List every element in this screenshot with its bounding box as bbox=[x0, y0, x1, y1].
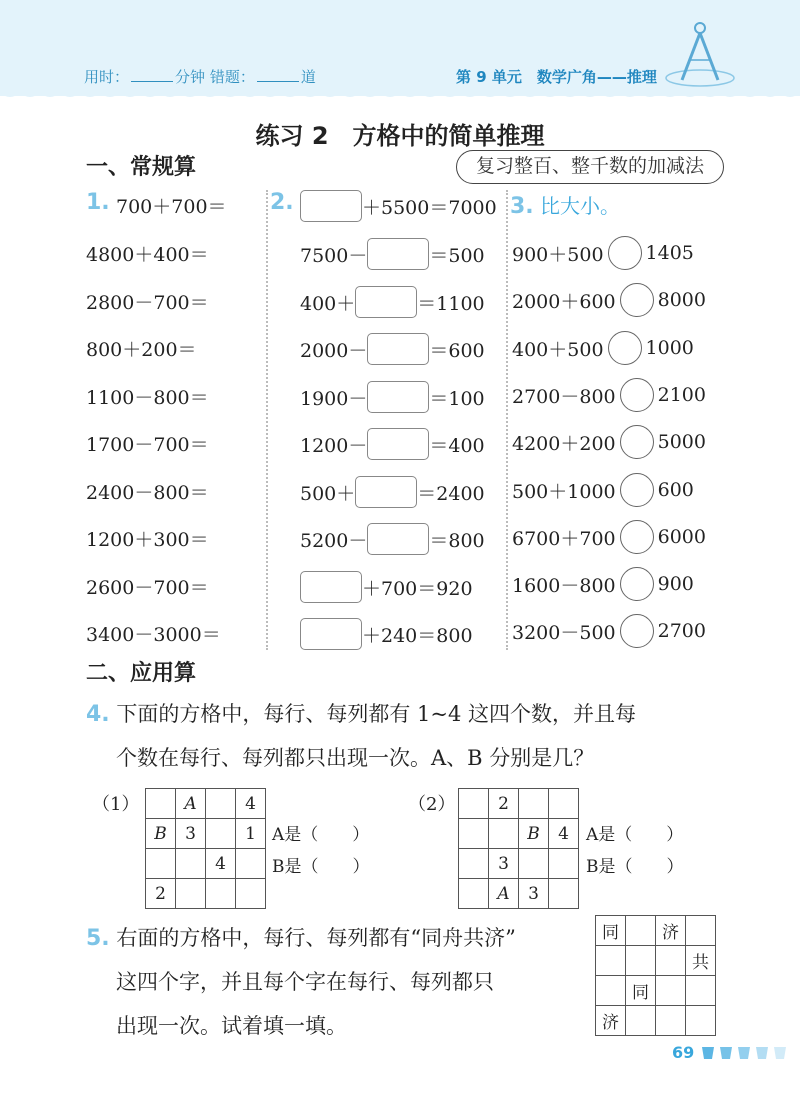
compare-circle[interactable] bbox=[620, 520, 654, 554]
question-2-item bbox=[300, 428, 485, 460]
compare-right: 1000 bbox=[645, 337, 694, 359]
review-tag: 复习整百、整千数的加减法 bbox=[456, 150, 724, 184]
grid-cell[interactable] bbox=[519, 789, 549, 819]
grid-cell: B bbox=[146, 819, 176, 849]
question-4-part-1-label: （1） bbox=[92, 794, 140, 815]
question-4-part-1-grid bbox=[145, 788, 266, 909]
errors-blank[interactable] bbox=[257, 81, 299, 82]
equation-left: 5200－ bbox=[300, 529, 368, 552]
grid-cell[interactable] bbox=[656, 1006, 686, 1036]
questions-label: 道 bbox=[300, 68, 316, 86]
grid-cell: 4 bbox=[236, 789, 266, 819]
answer-box[interactable] bbox=[367, 428, 429, 460]
grid-cell[interactable] bbox=[596, 946, 626, 976]
grid-cell[interactable] bbox=[459, 819, 489, 849]
equation-left: 2000－ bbox=[300, 339, 368, 362]
time-label: 用时： bbox=[84, 68, 130, 86]
answer-box[interactable] bbox=[300, 190, 362, 222]
question-4-text bbox=[86, 692, 636, 737]
grid-cell: 同 bbox=[596, 916, 626, 946]
section-title-applied: 二、应用算 bbox=[86, 661, 197, 686]
grid-cell[interactable] bbox=[519, 849, 549, 879]
compare-circle[interactable] bbox=[620, 425, 654, 459]
compare-left: 2700－800 bbox=[512, 385, 616, 408]
equation-right: ＋700＝920 bbox=[362, 577, 473, 600]
equation-left: 1200－ bbox=[300, 434, 368, 457]
equation-left: 400＋ bbox=[300, 292, 356, 315]
question-3-item bbox=[512, 425, 706, 459]
compare-left: 900＋500 bbox=[512, 243, 604, 266]
unit-title: 第 9 单元 数学广角——推理 bbox=[456, 68, 657, 86]
compare-circle[interactable] bbox=[620, 614, 654, 648]
grid-cell: 2 bbox=[489, 789, 519, 819]
page-title: 练习 2 方格中的简单推理 bbox=[255, 122, 545, 150]
question-3-item bbox=[512, 331, 694, 365]
equation-left: 1900－ bbox=[300, 387, 368, 410]
question-1 bbox=[86, 190, 110, 215]
question-2 bbox=[270, 190, 294, 215]
question-4-part-2-a-answer[interactable]: A是（ ） bbox=[586, 825, 684, 845]
equation-right: ＝2400 bbox=[417, 482, 485, 505]
grid-cell: 2 bbox=[146, 879, 176, 909]
answer-box[interactable] bbox=[367, 381, 429, 413]
question-5-text bbox=[86, 916, 516, 961]
grid-cell: A bbox=[176, 789, 206, 819]
compare-circle[interactable] bbox=[620, 473, 654, 507]
grid-cell[interactable] bbox=[176, 879, 206, 909]
grid-cell: B bbox=[519, 819, 549, 849]
question-5-line-2: 这四个字，并且每个字在每行、每列都只 bbox=[116, 970, 494, 994]
question-1-item: 2400－800＝ bbox=[86, 482, 209, 504]
grid-cell[interactable] bbox=[549, 849, 579, 879]
grid-cell: 共 bbox=[686, 946, 716, 976]
equation-right: ＝600 bbox=[429, 339, 485, 362]
question-1-item: 4800＋400＝ bbox=[86, 244, 209, 266]
question-4-line-2: 个数在每行、每列都只出现一次。A、B 分别是几？ bbox=[116, 746, 595, 770]
question-1-item: 1700－700＝ bbox=[86, 434, 209, 456]
question-2-item bbox=[300, 381, 485, 413]
grid-cell[interactable] bbox=[176, 849, 206, 879]
answer-box[interactable] bbox=[300, 618, 362, 650]
question-4-part-2-grid bbox=[458, 788, 579, 909]
question-3-item bbox=[512, 283, 706, 317]
grid-cell[interactable] bbox=[206, 789, 236, 819]
question-3-number: 3. bbox=[510, 194, 534, 219]
grid-cell[interactable] bbox=[626, 946, 656, 976]
section-title-routine: 一、常规算 bbox=[86, 155, 197, 180]
study-record bbox=[84, 66, 316, 87]
equation-right: ＝500 bbox=[429, 244, 485, 267]
grid-cell[interactable] bbox=[686, 1006, 716, 1036]
grid-cell[interactable] bbox=[146, 789, 176, 819]
compare-right: 8000 bbox=[657, 289, 706, 311]
question-3-item bbox=[512, 520, 706, 554]
equation-right: ＋5500＝7000 bbox=[362, 196, 497, 219]
grid-cell[interactable] bbox=[236, 879, 266, 909]
compare-right: 1405 bbox=[645, 242, 694, 264]
grid-cell[interactable] bbox=[626, 916, 656, 946]
minutes-label: 分钟 bbox=[175, 68, 206, 86]
compare-left: 1600－800 bbox=[512, 574, 616, 597]
equation-right: ＝1100 bbox=[417, 292, 485, 315]
question-2-item bbox=[300, 286, 485, 318]
equation-left: 7500－ bbox=[300, 244, 368, 267]
grid-cell: A bbox=[489, 879, 519, 909]
compare-circle[interactable] bbox=[608, 331, 642, 365]
question-3-label: 比大小。 bbox=[540, 194, 621, 218]
answer-box[interactable] bbox=[367, 238, 429, 270]
question-3-item bbox=[512, 614, 706, 648]
grid-cell: 3 bbox=[519, 879, 549, 909]
question-3-item bbox=[512, 567, 694, 601]
compare-left: 400＋500 bbox=[512, 338, 604, 361]
compare-circle[interactable] bbox=[620, 283, 654, 317]
question-4-number: 4. bbox=[86, 702, 110, 727]
grid-cell[interactable] bbox=[656, 976, 686, 1006]
equation-right: ＋240＝800 bbox=[362, 624, 473, 647]
compare-right: 5000 bbox=[657, 431, 706, 453]
compare-left: 500＋1000 bbox=[512, 480, 616, 503]
grid-cell[interactable] bbox=[549, 879, 579, 909]
grid-cell[interactable] bbox=[489, 819, 519, 849]
question-4-part-1-a-answer[interactable]: A是（ ） bbox=[272, 825, 370, 845]
compare-left: 2000＋600 bbox=[512, 290, 616, 313]
question-5-line-1: 右面的方格中，每行、每列都有“同舟共济” bbox=[116, 926, 516, 950]
answer-box[interactable] bbox=[367, 333, 429, 365]
grid-cell[interactable] bbox=[596, 976, 626, 1006]
compass-icon bbox=[660, 18, 740, 90]
errors-label: 错题： bbox=[209, 68, 255, 86]
question-2-item bbox=[300, 333, 485, 365]
compare-left: 3200－500 bbox=[512, 621, 616, 644]
grid-cell[interactable] bbox=[459, 879, 489, 909]
compare-right: 900 bbox=[657, 573, 694, 595]
compare-left: 4200＋200 bbox=[512, 432, 616, 455]
compare-right: 2100 bbox=[657, 384, 706, 406]
grid-cell[interactable] bbox=[206, 819, 236, 849]
grid-cell[interactable] bbox=[549, 789, 579, 819]
grid-cell: 3 bbox=[489, 849, 519, 879]
compare-circle[interactable] bbox=[608, 236, 642, 270]
answer-box[interactable] bbox=[367, 523, 429, 555]
question-5-number: 5. bbox=[86, 926, 110, 951]
question-1-item: 1200＋300＝ bbox=[86, 529, 209, 551]
grid-cell[interactable] bbox=[686, 916, 716, 946]
column-divider bbox=[506, 190, 508, 650]
question-1-number: 1. bbox=[86, 190, 110, 215]
compare-right: 6000 bbox=[657, 526, 706, 548]
question-2-item bbox=[300, 618, 473, 650]
grid-cell[interactable] bbox=[206, 879, 236, 909]
question-2-item bbox=[300, 571, 473, 603]
grid-cell[interactable] bbox=[459, 789, 489, 819]
grid-cell[interactable] bbox=[686, 976, 716, 1006]
question-4-line-1: 下面的方格中，每行、每列都有 1~4 这四个数，并且每 bbox=[116, 702, 637, 726]
grid-cell: 济 bbox=[596, 1006, 626, 1036]
grid-cell[interactable] bbox=[626, 1006, 656, 1036]
compare-circle[interactable] bbox=[620, 378, 654, 412]
question-2-number: 2. bbox=[270, 190, 294, 215]
compare-right: 2700 bbox=[657, 620, 706, 642]
equation-right: ＝100 bbox=[429, 387, 485, 410]
answer-box[interactable] bbox=[355, 286, 417, 318]
answer-box[interactable] bbox=[300, 571, 362, 603]
question-2-item bbox=[300, 190, 497, 222]
question-1-item: 1100－800＝ bbox=[86, 387, 209, 409]
question-1-item: 2800－700＝ bbox=[86, 292, 209, 314]
grid-cell[interactable] bbox=[656, 946, 686, 976]
compare-left: 6700＋700 bbox=[512, 527, 616, 550]
question-3-item bbox=[512, 236, 694, 270]
question-5-line-3: 出现一次。试着填一填。 bbox=[116, 1014, 347, 1038]
question-2-item bbox=[300, 238, 485, 270]
question-3-item bbox=[512, 378, 706, 412]
question-3 bbox=[510, 190, 620, 219]
time-blank[interactable] bbox=[131, 81, 173, 82]
question-2-item bbox=[300, 523, 485, 555]
equation-right: ＝800 bbox=[429, 529, 485, 552]
grid-cell[interactable] bbox=[236, 849, 266, 879]
column-divider bbox=[266, 190, 268, 650]
grid-cell: 4 bbox=[206, 849, 236, 879]
grid-cell: 济 bbox=[656, 916, 686, 946]
compare-circle[interactable] bbox=[620, 567, 654, 601]
question-1-item: 2600－700＝ bbox=[86, 577, 209, 599]
question-4-part-2-b-answer[interactable]: B是（ ） bbox=[586, 857, 684, 877]
question-2-item bbox=[300, 476, 485, 508]
grid-cell[interactable] bbox=[459, 849, 489, 879]
question-4-part-1-b-answer[interactable]: B是（ ） bbox=[272, 857, 370, 877]
question-5-grid bbox=[595, 915, 716, 1036]
page-number: 69 bbox=[672, 1043, 695, 1062]
answer-box[interactable] bbox=[355, 476, 417, 508]
equation-left: 500＋ bbox=[300, 482, 356, 505]
question-1-item: 800＋200＝ bbox=[86, 339, 197, 361]
grid-cell: 4 bbox=[549, 819, 579, 849]
equation-right: ＝400 bbox=[429, 434, 485, 457]
question-1-item: 3400－3000＝ bbox=[86, 624, 221, 646]
grid-cell: 同 bbox=[626, 976, 656, 1006]
grid-cell: 1 bbox=[236, 819, 266, 849]
compare-right: 600 bbox=[657, 479, 694, 501]
grid-cell: 3 bbox=[176, 819, 206, 849]
footer-cups-decoration bbox=[700, 1045, 790, 1061]
grid-cell[interactable] bbox=[146, 849, 176, 879]
question-3-item bbox=[512, 473, 694, 507]
question-4-part-2-label: （2） bbox=[408, 794, 456, 815]
question-1-item: 700＋700＝ bbox=[116, 196, 227, 218]
